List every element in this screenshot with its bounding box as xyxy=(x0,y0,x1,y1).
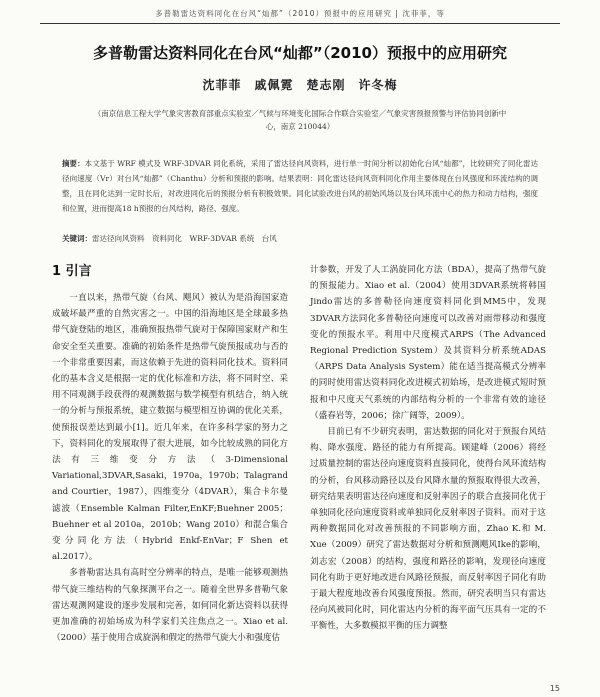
left-column xyxy=(52,262,288,646)
paper-authors: 沈菲菲 戚佩霓 楚志刚 许冬梅 xyxy=(202,78,398,92)
running-header: 多普勒雷达资料同化在台风“灿都”（2010）预报中的应用研究 | 沈菲菲，等 xyxy=(155,9,445,18)
keywords-text: 雷达径向风资料 资料同化 WRF-3DVAR 系统 台风 xyxy=(92,234,277,243)
abstract-label: 摘要： xyxy=(62,159,85,168)
abstract-text: 本文基于 WRF 模式及 WRF-3DVAR 同化系统，采用了雷达径向风资料，进行单一时间分析以初始化台风“灿都”，比较研究了同化雷达径向速度（Vr）对台风“灿都”（Chanthu）分析和预报的影响。结果表明：同化雷达径向风资料同化作用主要体现在台风强度和环流结构的调整，且在同化达到一定时长后，对改进同化后的预报分析有积极效果。同化试验改进台风的初始风场以及台风环流中心的热力和动力结构，强度和位置，进而提高18 h预报的台风结构，路径、强度。 xyxy=(62,159,538,213)
abstract xyxy=(62,156,538,216)
left-paragraph: 一直以来，热带气旋（台风、飓风）被认为是沿海国家造成破坏最严重的自然灾害之一。中国的沿海地区是全球最多热带气旋登陆的地区，准确预报热带气旋对于保障国家财产和生命安全至关重要。准确的初始条件是热带气旋预报成功与否的一个非常重要因素，而这依赖于先进的资料同化技术。资料同化的基本含义是根据一定的优化标准和方法，将不同时空、采用不同观测手段获得的观测数据与数学模型有机结合，纳入统一的分析与预报系统，建立数据与模型相互协调的优化关系，使预报误差达到最小[1]。近几年来，在许多科学家的努力之下，资料同化的发展取得了很大进展，如今比较成熟的同化方法有三维变分方法（3-Dimensional Variational,3DVAR,Sasaki，1970a，1970b；Talagrand and Courtier，1987），四维变分（4DVAR），集合卡尔曼滤波（Ensemble Kalman Filter,EnKF;Buehner 2005；Buehner et al 2010a，2010b；Wang 2010）和混合集合变分同化方法（Hybrid Enkf-EnVar；F Shen et al.2017）。 xyxy=(52,293,288,563)
paper-title: 多普勒雷达资料同化在台风“灿都”（2010）预报中的应用研究 xyxy=(93,44,507,62)
right-paragraph: 目前已有不少研究表明，雷达数据的同化对于预报台风结构、降水强度、路径的能力有所提高。顾建峰（2006）将经过质量控制的雷达径向速度资料直接同化，使得台风环流结构的分析，台风移动路径以及台风降水量的预报取得很大改善，研究结果表明雷达径向速度和反射率因子的联合直接同化优于单独同化径向速度资料或单独同化反射率因子资料。而对于这两种数据同化对改善预报的不同影响方面，Zhao K.和 M. Xue（2009）研究了雷达数据对分析和预测飓风Ike的影响，刘志宏（2008）的结构，强度和路径的影响，发现径向速度同化有助于更好地改进台风路径预报，而反射率因子同化有助于最大程度地改善台风强度预报。然而，研究表明当只有雷达径向风被同化时，同化雷达内分析的海平面气压具有一定的不平衡性，大多数模拟平衡的压力调整 xyxy=(310,427,546,632)
right-column xyxy=(310,262,546,635)
keywords-label: 关键词： xyxy=(62,234,92,243)
section-title-introduction: 1 引言 xyxy=(52,264,92,279)
right-paragraph: 计参数，开发了人工涡旋同化方法（BDA），提高了热带气旋的预报能力。Xiao et al.（2004）使用3DVAR系统将韩国Jindo雷达的多普勒径向速度资料同化到MM5中，发现3DVAR方法同化多普勒径向速度可以改善对雨带移动和强度变化的预报水平。利用中尺度模式ARPS（The Advanced Regional Prediction System）及其资料分析系统ADAS（ARPS Data Analysis System）能在适当提高模式分辨率的同时使用雷达资料同化改进模式初始场，是改进模式短时预报和中尺度天气系统的内部结构分析的一个非常有效的途径（盛春岩等，2006；徐广阔等，2009）。 xyxy=(310,265,546,421)
header-rule xyxy=(40,23,560,24)
left-paragraph: 多普勒雷达具有高时空分辨率的特点，是唯一能够观测热带气旋三维结构的气象探测平台之一。随着全世界多普勒气象雷达观测网建设的逐步发展和完善，如何同化新达资料以获得更加准确的初始场成为科学家们关注焦点之一。Xiao et al.（2000）基于使用合成旋涡和假定的热带气旋大小和强度估 xyxy=(52,568,288,644)
page-number: 15 xyxy=(549,684,560,693)
paper-affiliation: （南京信息工程大学气象灾害教育部重点实验室／气候与环境变化国际合作联合实验室／气象灾害预报预警与评估协同创新中心，南京 210044） xyxy=(93,109,507,131)
keywords xyxy=(62,232,538,246)
